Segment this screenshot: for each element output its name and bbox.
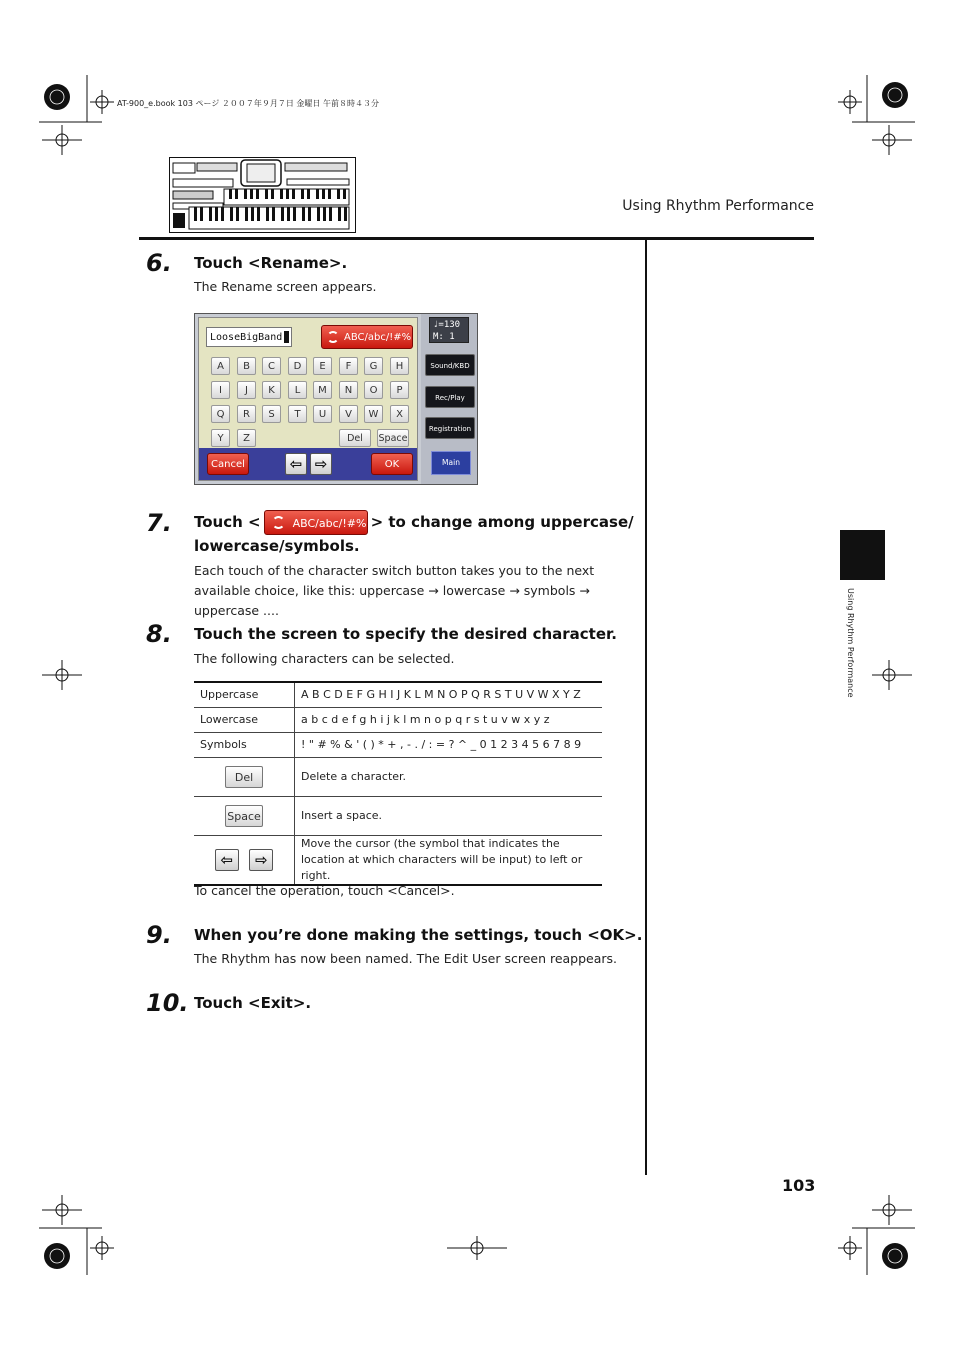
- name-value: LooseBigBand: [210, 332, 283, 343]
- step-7-title-pre: Touch <: [194, 513, 261, 531]
- tempo-value: ♩=130: [433, 320, 461, 330]
- step-8-number: 8.: [146, 620, 172, 648]
- main-button[interactable]: Main: [431, 451, 471, 475]
- row-label: Lowercase: [194, 707, 295, 732]
- file-header: AT-900_e.book 103 ページ ２００７年９月７日 金曜日 午前８時４３分: [117, 99, 379, 108]
- row-value: Insert a space.: [295, 796, 603, 835]
- row-label: Uppercase: [194, 682, 295, 707]
- key-g[interactable]: G: [364, 357, 383, 375]
- key-c[interactable]: C: [262, 357, 281, 375]
- table-row: [194, 757, 602, 796]
- key-a[interactable]: A: [211, 357, 230, 375]
- del-key[interactable]: Del: [339, 429, 371, 447]
- step-7-title-line2: lowercase/symbols.: [194, 537, 360, 555]
- measure-value: M: 1: [433, 332, 455, 342]
- column-rule: [645, 240, 647, 1175]
- chapter-tab: [840, 530, 885, 580]
- step-8-body: The following characters can be selected.: [194, 651, 455, 666]
- key-b[interactable]: B: [237, 357, 256, 375]
- step-7-body: Each touch of the character switch button takes you to the next available choice, like this: uppercase → lowercase → symbols → uppercase ....: [194, 563, 595, 618]
- row-icon-cell: [194, 835, 295, 885]
- step-7-title-post: > to change among uppercase/: [370, 513, 634, 531]
- cancel-button[interactable]: Cancel: [207, 453, 249, 475]
- cancel-note: To cancel the operation, touch <Cancel>.: [194, 883, 455, 898]
- table-row: [194, 682, 602, 707]
- key-w[interactable]: W: [364, 405, 383, 423]
- screen-bottom-bar: [199, 448, 417, 480]
- key-z[interactable]: Z: [237, 429, 256, 447]
- key-u[interactable]: U: [313, 405, 332, 423]
- key-v[interactable]: V: [339, 405, 358, 423]
- step-10-title: Touch <Exit>.: [194, 994, 312, 1012]
- del-button-icon: Del: [225, 766, 263, 788]
- instrument-panel-illustration: [169, 157, 356, 233]
- table-row: [194, 796, 602, 835]
- key-t[interactable]: T: [288, 405, 307, 423]
- character-table: [194, 681, 602, 886]
- left-arrow-icon: ⇦: [215, 849, 239, 871]
- step-8-title: Touch the screen to specify the desired character.: [194, 625, 617, 643]
- table-row: [194, 732, 602, 757]
- row-value: Move the cursor (the symbol that indicates the location at which characters will be input) to left or right.: [295, 835, 603, 885]
- step-6-body: The Rename screen appears.: [194, 279, 377, 294]
- step-10-number: 10.: [146, 989, 189, 1017]
- header-rule: [139, 237, 814, 240]
- sound-kbd-button[interactable]: Sound/KBD: [425, 354, 475, 376]
- key-y[interactable]: Y: [211, 429, 230, 447]
- key-x[interactable]: X: [390, 405, 409, 423]
- step-6-title: Touch <Rename>.: [194, 254, 348, 272]
- key-s[interactable]: S: [262, 405, 281, 423]
- row-label: Symbols: [194, 732, 295, 757]
- running-header: Using Rhythm Performance: [622, 198, 814, 214]
- page-number: 103: [782, 1176, 816, 1195]
- tempo-display: [429, 317, 469, 343]
- space-button-icon: Space: [225, 805, 263, 827]
- table-row: [194, 835, 602, 885]
- key-k[interactable]: K: [262, 381, 281, 399]
- step-9-title: When you’re done making the settings, touch <OK>.: [194, 926, 643, 944]
- key-l[interactable]: L: [288, 381, 307, 399]
- cycle-icon: [272, 516, 285, 529]
- character-switch-inline: [264, 510, 368, 535]
- row-icon-cell: [194, 757, 295, 796]
- rename-screen: [194, 313, 478, 485]
- key-n[interactable]: N: [339, 381, 358, 399]
- key-h[interactable]: H: [390, 357, 409, 375]
- rename-keyboard-panel: [198, 317, 418, 481]
- row-icon-cell: [194, 796, 295, 835]
- step-7-number: 7.: [146, 509, 172, 537]
- step-7-title: [194, 510, 634, 535]
- chapter-side-label: Using Rhythm Performance: [846, 588, 855, 698]
- row-value: A B C D E F G H I J K L M N O P Q R S T U V W X Y Z: [295, 682, 603, 707]
- key-p[interactable]: P: [390, 381, 409, 399]
- key-f[interactable]: F: [339, 357, 358, 375]
- screen-side-panel: [421, 314, 477, 484]
- key-q[interactable]: Q: [211, 405, 230, 423]
- name-field[interactable]: [206, 327, 292, 347]
- row-value: ! " # % & ' ( ) * + , - . / : = ? ^ _ 0 1 2 3 4 5 6 7 8 9: [295, 732, 603, 757]
- character-switch-button[interactable]: [321, 325, 413, 349]
- step-9-number: 9.: [146, 921, 172, 949]
- rec-play-button[interactable]: Rec/Play: [425, 386, 475, 408]
- text-cursor: [284, 331, 289, 343]
- registration-button[interactable]: Registration: [425, 417, 475, 439]
- space-key[interactable]: Space: [377, 429, 409, 447]
- key-j[interactable]: J: [237, 381, 256, 399]
- key-o[interactable]: O: [364, 381, 383, 399]
- table-row: [194, 707, 602, 732]
- key-d[interactable]: D: [288, 357, 307, 375]
- step-9-body: The Rhythm has now been named. The Edit User screen reappears.: [194, 951, 618, 966]
- step-6-number: 6.: [146, 249, 172, 277]
- right-arrow-icon: ⇨: [249, 849, 273, 871]
- ok-button[interactable]: OK: [371, 453, 413, 475]
- row-value: a b c d e f g h i j k l m n o p q r s t u v w x y z: [295, 707, 603, 732]
- key-e[interactable]: E: [313, 357, 332, 375]
- key-m[interactable]: M: [313, 381, 332, 399]
- character-switch-label: ABC/abc/!#%: [344, 332, 412, 343]
- row-value: Delete a character.: [295, 757, 603, 796]
- cursor-right-button[interactable]: ⇨: [310, 453, 332, 475]
- key-i[interactable]: I: [211, 381, 230, 399]
- key-r[interactable]: R: [237, 405, 256, 423]
- cycle-icon: [327, 331, 339, 343]
- cursor-left-button[interactable]: ⇦: [285, 453, 307, 475]
- inline-switch-label: ABC/abc/!#%: [292, 517, 367, 530]
